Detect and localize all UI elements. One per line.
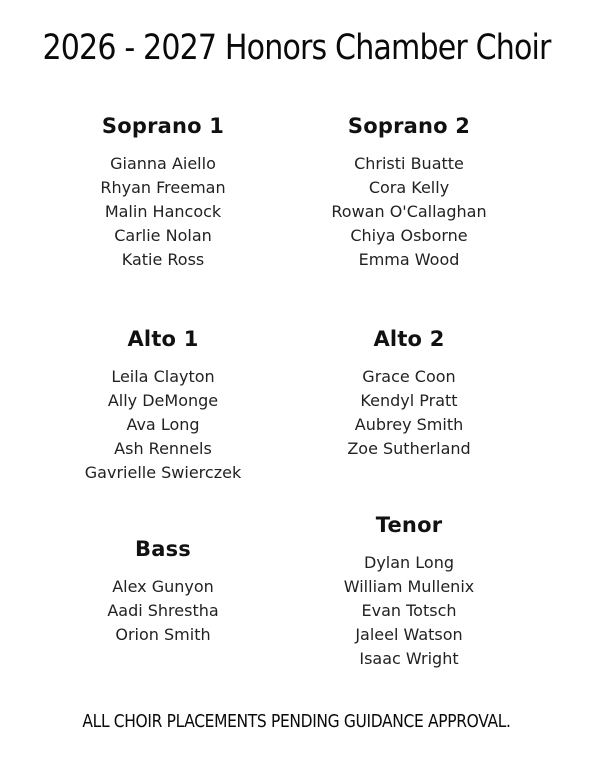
- list-item: Chiya Osborne: [350, 226, 468, 245]
- list-item: Aubrey Smith: [354, 415, 464, 434]
- list-item: Dylan Long: [364, 553, 454, 572]
- list-item: Rowan O'Callaghan: [331, 202, 487, 221]
- list-item: William Mullenix: [343, 577, 475, 596]
- list-item: Gavrielle Swierczek: [84, 463, 242, 482]
- list-item: Malin Hancock: [104, 202, 222, 221]
- list-item: Ally DeMonge: [107, 391, 219, 410]
- section-soprano-2: [294, 114, 524, 272]
- list-item: Leila Clayton: [111, 367, 215, 386]
- list-item: Christi Buatte: [354, 154, 464, 173]
- list-item: Gianna Aiello: [110, 154, 216, 173]
- name-list: [48, 365, 278, 485]
- list-item: Cora Kelly: [368, 178, 450, 197]
- list-item: Alex Gunyon: [112, 577, 214, 596]
- list-item: Ash Rennels: [114, 439, 212, 458]
- list-item: Katie Ross: [121, 250, 205, 269]
- section-heading: Bass: [135, 537, 191, 561]
- list-item: Isaac Wright: [359, 649, 459, 668]
- list-item: Evan Totsch: [361, 601, 457, 620]
- list-item: Zoe Sutherland: [347, 439, 471, 458]
- section-heading: Soprano 2: [347, 114, 471, 138]
- page-title: 2026 - 2027 Honors Chamber Choir: [42, 28, 551, 68]
- section-soprano-1: [48, 114, 278, 272]
- name-list: [294, 365, 524, 461]
- section-tenor: [294, 513, 524, 671]
- list-item: Aadi Shrestha: [107, 601, 219, 620]
- list-item: Rhyan Freeman: [100, 178, 226, 197]
- list-item: Kendyl Pratt: [360, 391, 458, 410]
- name-list: [48, 152, 278, 272]
- name-list: [294, 152, 524, 272]
- section-heading: Soprano 1: [101, 114, 225, 138]
- name-list: [294, 551, 524, 671]
- name-list: [48, 575, 278, 647]
- section-alto-1: [48, 327, 278, 485]
- section-alto-2: [294, 327, 524, 461]
- section-bass: [48, 537, 278, 647]
- section-heading: Alto 2: [373, 327, 445, 351]
- list-item: Jaleel Watson: [355, 625, 463, 644]
- list-item: Grace Coon: [362, 367, 456, 386]
- list-item: Orion Smith: [115, 625, 211, 644]
- list-item: Carlie Nolan: [114, 226, 212, 245]
- section-heading: Alto 1: [127, 327, 199, 351]
- approval-notice: ALL CHOIR PLACEMENTS PENDING GUIDANCE APPROVAL.: [82, 711, 511, 732]
- section-heading: Tenor: [375, 513, 443, 537]
- list-item: Emma Wood: [358, 250, 460, 269]
- list-item: Ava Long: [126, 415, 200, 434]
